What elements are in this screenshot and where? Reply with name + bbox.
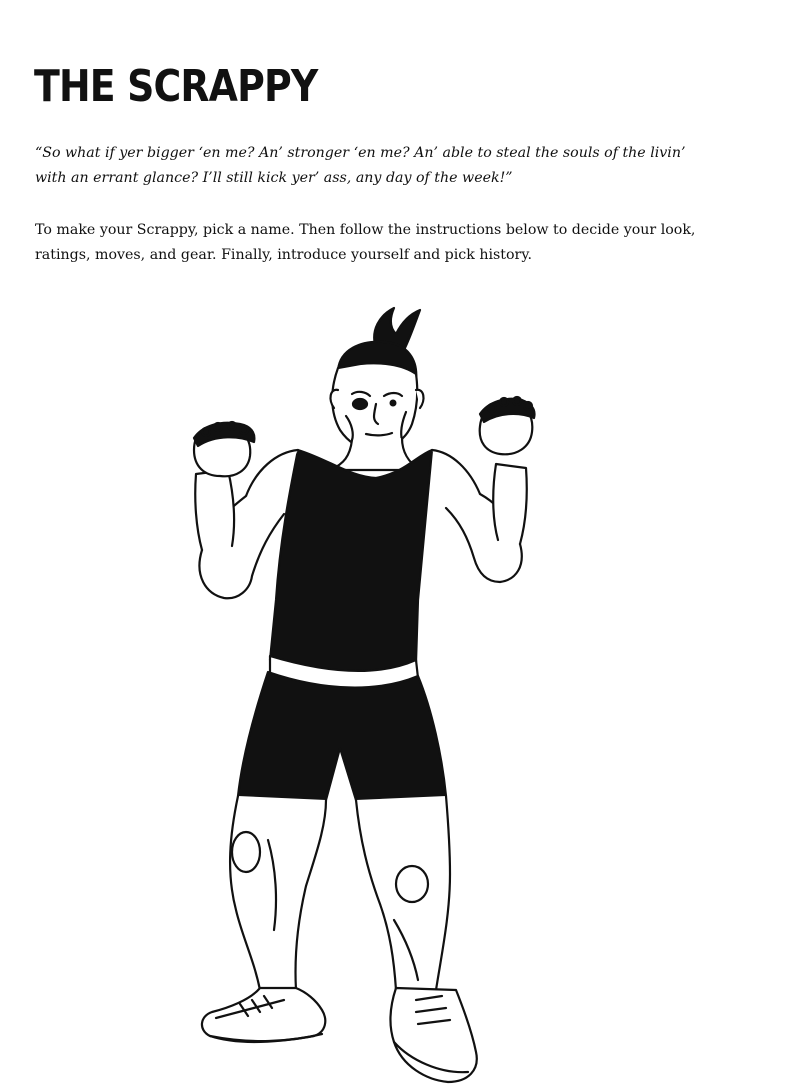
fighter-drawing-icon (180, 300, 550, 1088)
intro-line-1: To make your Scrappy, pick a name. Then follow the instructions below to decide your look, (35, 222, 696, 238)
flavor-quote (35, 141, 686, 191)
intro-line-2: ratings, moves, and gear. Finally, introduce yourself and pick history. (35, 247, 532, 263)
intro-paragraph (35, 218, 696, 268)
page-title: THE SCRAPPY (34, 61, 318, 112)
quote-line-2: with an errant glance? I’ll still kick yer’ ass, any day of the week!” (35, 170, 513, 186)
scrappy-fighter-illustration (180, 300, 550, 1088)
quote-line-1: “So what if yer bigger ‘en me? An’ stronger ‘en me? An’ able to steal the souls of the livin’ (35, 145, 686, 161)
